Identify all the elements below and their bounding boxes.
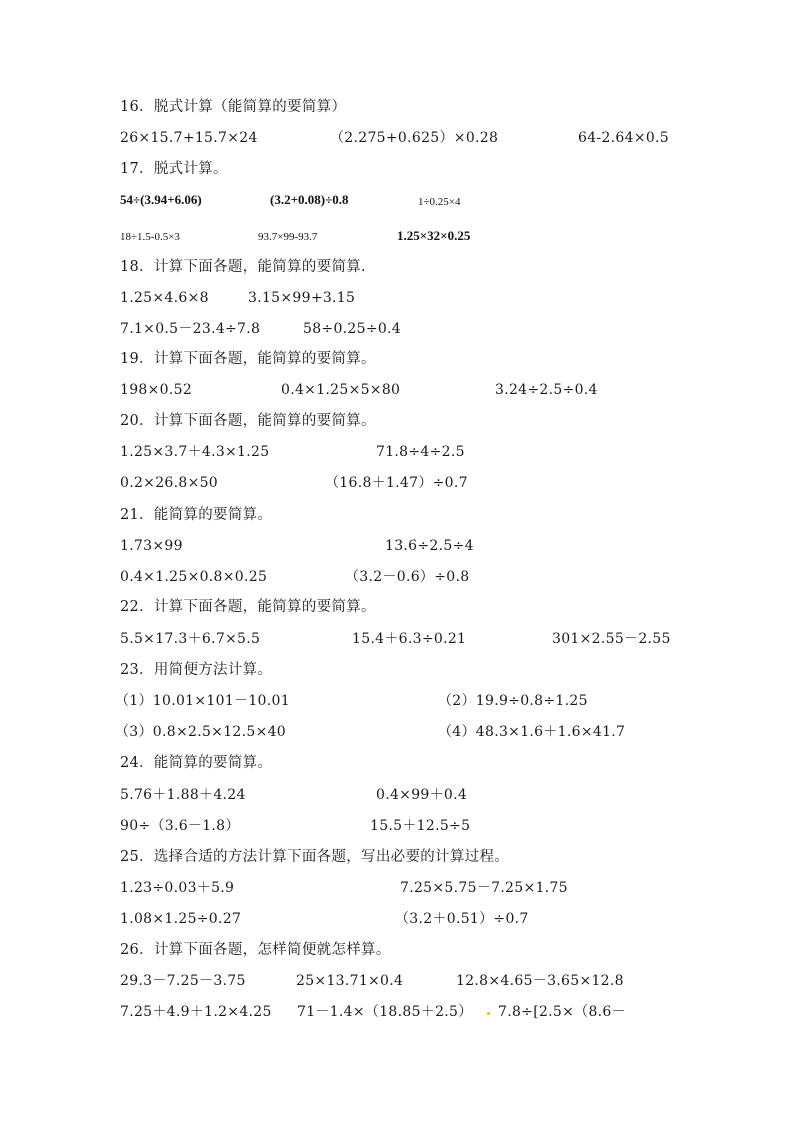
problem-25-item-1: 1.23÷0.03＋5.9 [120, 880, 235, 896]
problem-19-item-2: 0.4×1.25×5×80 [281, 382, 401, 398]
problem-25-item-4: （3.2＋0.51）÷0.7 [395, 911, 529, 927]
problem-20-item-2: 71.8÷4÷2.5 [376, 444, 465, 460]
problem-20-heading: 20．计算下面各题，能简算的要简算。 [120, 413, 376, 429]
problem-17-item-6: 1.25×32×0.25 [397, 228, 471, 243]
problem-19-heading: 19．计算下面各题，能简算的要简算。 [120, 351, 376, 367]
problem-26-item-3: 12.8×4.65－3.65×12.8 [456, 973, 624, 989]
problem-23-heading: 23．用简便方法计算。 [120, 662, 273, 678]
problem-26-item-1: 29.3－7.25－3.75 [120, 973, 246, 989]
problem-26-item-5: 71－1.4×（18.85＋2.5） [297, 1004, 473, 1020]
problem-22-heading: 22．计算下面各题，能简算的要简算。 [120, 599, 376, 615]
problem-25-item-2: 7.25×5.75－7.25×1.75 [400, 880, 568, 896]
problem-19-item-3: 3.24÷2.5÷0.4 [495, 382, 598, 398]
problem-26-item-2: 25×13.71×0.4 [296, 973, 404, 989]
problem-25-heading: 25．选择合适的方法计算下面各题，写出必要的计算过程。 [120, 849, 510, 865]
problem-17-item-2: (3.2+0.08)÷0.8 [270, 192, 349, 207]
problem-18-item-3: 7.1×0.5－23.4÷7.8 [120, 321, 261, 337]
problem-19-item-1: 198×0.52 [120, 382, 193, 398]
problem-18-item-1: 1.25×4.6×8 [120, 290, 209, 306]
problem-20-item-3: 0.2×26.8×50 [120, 475, 219, 491]
problem-21-item-4: （3.2－0.6）÷0.8 [345, 569, 470, 585]
problem-21-item-2: 13.6÷2.5÷4 [385, 538, 474, 554]
problem-24-item-1: 5.76＋1.88＋4.24 [120, 787, 246, 803]
problem-23-item-2: （2）19.9÷0.8÷1.25 [438, 693, 588, 709]
problem-25-item-3: 1.08×1.25÷0.27 [120, 911, 242, 927]
problem-17-item-5: 93.7×99-93.7 [258, 231, 318, 243]
problem-22-item-2: 15.4＋6.3÷0.21 [352, 631, 467, 647]
problem-24-item-3: 90÷（3.6－1.8） [120, 818, 240, 834]
problem-16-item-1: 26×15.7+15.7×24 [120, 130, 258, 146]
problem-23-item-1: （1）10.01×101－10.01 [115, 693, 290, 709]
problem-17-item-4: 18÷1.5-0.5×3 [120, 231, 180, 243]
problem-23-item-3: （3）0.8×2.5×12.5×40 [115, 724, 287, 740]
problem-26-heading: 26．计算下面各题，怎样简便就怎样算。 [120, 942, 391, 958]
problem-17-item-3: 1÷0.25×4 [418, 196, 461, 208]
problem-24-item-2: 0.4×99＋0.4 [376, 787, 468, 803]
problem-22-item-1: 5.5×17.3＋6.7×5.5 [120, 631, 261, 647]
problem-21-heading: 21．能简算的要简算。 [120, 507, 273, 523]
problem-26-item-6: 7.8÷[2.5×（8.6－ [498, 1004, 626, 1020]
problem-18-heading: 18．计算下面各题，能简算的要简算. [120, 259, 366, 275]
problem-21-item-3: 0.4×1.25×0.8×0.25 [120, 569, 268, 585]
problem-18-item-4: 58÷0.25÷0.4 [303, 321, 402, 337]
problem-16-item-3: 64-2.64×0.5 [578, 130, 670, 146]
problem-16-item-2: （2.275+0.625）×0.28 [330, 130, 499, 146]
problem-26-item-4: 7.25＋4.9＋1.2×4.25 [120, 1004, 272, 1020]
stray-mark-dot [487, 1012, 490, 1015]
problem-24-item-4: 15.5＋12.5÷5 [370, 818, 471, 834]
problem-24-heading: 24．能简算的要简算。 [120, 755, 273, 771]
problem-22-item-3: 301×2.55－2.55 [552, 631, 671, 647]
problem-23-item-4: （4）48.3×1.6＋1.6×41.7 [438, 724, 626, 740]
problem-20-item-4: （16.8＋1.47）÷0.7 [325, 475, 468, 491]
problem-17-item-1: 54÷(3.94+6.06) [120, 192, 202, 207]
problem-16-heading: 16．脱式计算（能简算的要简算） [120, 99, 347, 115]
problem-18-item-2: 3.15×99+3.15 [248, 290, 356, 306]
problem-20-item-1: 1.25×3.7＋4.3×1.25 [120, 444, 270, 460]
problem-21-item-1: 1.73×99 [120, 538, 183, 554]
problem-17-heading: 17．脱式计算。 [120, 161, 228, 177]
